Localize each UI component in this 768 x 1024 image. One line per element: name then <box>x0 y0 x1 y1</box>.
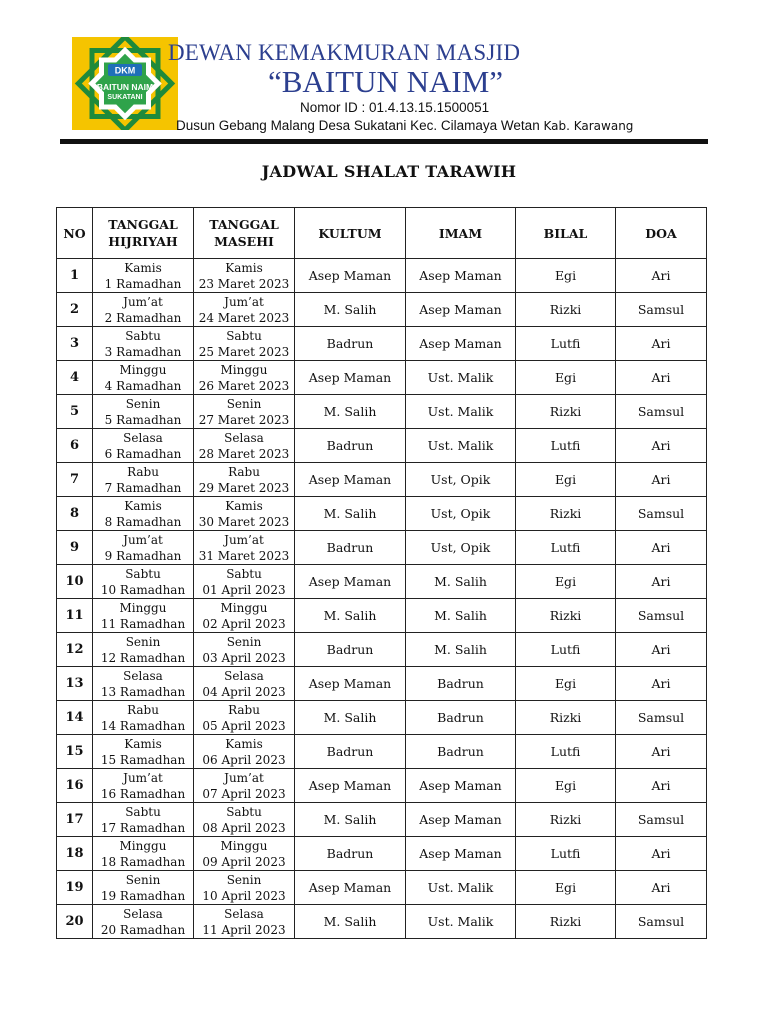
hijri-date: 7 Ramadhan <box>104 480 182 495</box>
cell-kultum: M. Salih <box>295 497 406 531</box>
cell-tanggal-hijriyah <box>93 905 194 939</box>
cell-kultum: Asep Maman <box>295 463 406 497</box>
cell-tanggal-hijriyah <box>93 803 194 837</box>
table-row <box>57 565 707 599</box>
header-bilal: BILAL <box>516 208 616 259</box>
cell-kultum: M. Salih <box>295 599 406 633</box>
cell-imam: Ust, Opik <box>406 497 516 531</box>
cell-tanggal-masehi <box>194 531 295 565</box>
masehi-date: 28 Maret 2023 <box>198 446 290 461</box>
cell-tanggal-masehi <box>194 633 295 667</box>
masjid-emblem-icon <box>72 37 178 130</box>
cell-tanggal-hijriyah <box>93 667 194 701</box>
header-divider <box>60 139 708 144</box>
masehi-day: Rabu <box>228 464 260 479</box>
table-row <box>57 871 707 905</box>
table-row <box>57 905 707 939</box>
table-row <box>57 531 707 565</box>
header-tanggal-hijriyah <box>93 208 194 259</box>
masehi-day: Minggu <box>220 600 268 615</box>
hijri-date: 8 Ramadhan <box>104 514 182 529</box>
cell-imam: Badrun <box>406 701 516 735</box>
hijri-day: Kamis <box>124 498 162 513</box>
cell-bilal: Rizki <box>516 803 616 837</box>
cell-tanggal-hijriyah <box>93 565 194 599</box>
hijri-date: 9 Ramadhan <box>104 548 182 563</box>
table-header-row <box>57 208 707 259</box>
table-row <box>57 395 707 429</box>
cell-bilal: Rizki <box>516 497 616 531</box>
hijri-date: 2 Ramadhan <box>104 310 182 325</box>
masehi-date: 26 Maret 2023 <box>198 378 290 393</box>
masehi-date: 09 April 2023 <box>202 854 286 869</box>
hijri-date: 3 Ramadhan <box>104 344 182 359</box>
cell-tanggal-hijriyah <box>93 361 194 395</box>
cell-tanggal-masehi <box>194 803 295 837</box>
hijri-day: Sabtu <box>125 804 161 819</box>
org-name: DEWAN KEMAKMURAN MASJID <box>168 40 521 65</box>
header-masehi-line2: MASEHI <box>214 234 274 249</box>
cell-tanggal-masehi <box>194 327 295 361</box>
tarawih-schedule-table <box>56 207 707 939</box>
hijri-day: Minggu <box>119 838 167 853</box>
cell-doa: Samsul <box>616 599 707 633</box>
logo-name-line2: SUKATANI <box>107 94 143 101</box>
hijri-day: Rabu <box>127 702 159 717</box>
cell-doa: Ari <box>616 259 707 293</box>
masehi-date: 25 Maret 2023 <box>198 344 290 359</box>
cell-imam: Asep Maman <box>406 327 516 361</box>
table-row <box>57 429 707 463</box>
table-row <box>57 327 707 361</box>
cell-bilal: Rizki <box>516 701 616 735</box>
cell-imam: Ust. Malik <box>406 871 516 905</box>
address <box>176 118 633 133</box>
table-row <box>57 361 707 395</box>
hijri-day: Kamis <box>124 736 162 751</box>
cell-kultum: Badrun <box>295 837 406 871</box>
hijri-day: Senin <box>125 634 161 649</box>
cell-no: 11 <box>57 599 93 633</box>
masehi-date: 30 Maret 2023 <box>198 514 290 529</box>
cell-tanggal-masehi <box>194 463 295 497</box>
cell-kultum: Asep Maman <box>295 871 406 905</box>
table-body <box>57 259 707 939</box>
cell-tanggal-masehi <box>194 599 295 633</box>
cell-no: 4 <box>57 361 93 395</box>
cell-tanggal-masehi <box>194 259 295 293</box>
logo-badge-text: DKM <box>114 65 136 76</box>
header-doa: DOA <box>616 208 707 259</box>
hijri-day: Senin <box>125 872 161 887</box>
cell-kultum: M. Salih <box>295 905 406 939</box>
cell-doa: Ari <box>616 463 707 497</box>
cell-doa: Ari <box>616 327 707 361</box>
cell-tanggal-hijriyah <box>93 599 194 633</box>
cell-no: 2 <box>57 293 93 327</box>
header-hijri-line1: TANGGAL <box>108 217 178 232</box>
hijri-date: 20 Ramadhan <box>100 922 186 937</box>
masehi-day: Sabtu <box>226 328 262 343</box>
masehi-day: Jum’at <box>224 532 264 547</box>
cell-kultum: Asep Maman <box>295 361 406 395</box>
hijri-day: Jum’at <box>123 294 163 309</box>
cell-tanggal-masehi <box>194 293 295 327</box>
cell-bilal: Lutfi <box>516 837 616 871</box>
address-main: Dusun Gebang Malang Desa Sukatani Kec. Cilamaya Wetan <box>176 118 540 133</box>
cell-bilal: Lutfi <box>516 531 616 565</box>
cell-bilal: Lutfi <box>516 735 616 769</box>
cell-no: 7 <box>57 463 93 497</box>
masehi-day: Selasa <box>224 668 264 683</box>
cell-tanggal-masehi <box>194 701 295 735</box>
cell-tanggal-hijriyah <box>93 735 194 769</box>
logo-name-line1: BAITUN NAIM <box>96 82 154 92</box>
cell-tanggal-hijriyah <box>93 769 194 803</box>
hijri-date: 10 Ramadhan <box>100 582 186 597</box>
cell-tanggal-hijriyah <box>93 531 194 565</box>
cell-doa: Ari <box>616 531 707 565</box>
masjid-name: “BAITUN NAIM” <box>268 64 504 99</box>
hijri-day: Jum’at <box>123 770 163 785</box>
cell-tanggal-masehi <box>194 497 295 531</box>
table-row <box>57 701 707 735</box>
cell-no: 16 <box>57 769 93 803</box>
table-row <box>57 769 707 803</box>
cell-bilal: Rizki <box>516 395 616 429</box>
cell-imam: Badrun <box>406 735 516 769</box>
masehi-day: Senin <box>226 396 262 411</box>
cell-tanggal-hijriyah <box>93 429 194 463</box>
cell-no: 20 <box>57 905 93 939</box>
masehi-day: Jum’at <box>224 770 264 785</box>
masjid-logo <box>72 37 178 130</box>
cell-imam: M. Salih <box>406 633 516 667</box>
cell-tanggal-hijriyah <box>93 293 194 327</box>
header-kultum: KULTUM <box>295 208 406 259</box>
hijri-date: 14 Ramadhan <box>100 718 186 733</box>
cell-no: 5 <box>57 395 93 429</box>
cell-bilal: Egi <box>516 361 616 395</box>
hijri-day: Selasa <box>123 668 163 683</box>
masehi-date: 27 Maret 2023 <box>198 412 290 427</box>
masehi-date: 06 April 2023 <box>202 752 286 767</box>
masehi-day: Rabu <box>228 702 260 717</box>
masehi-day: Jum’at <box>224 294 264 309</box>
hijri-date: 11 Ramadhan <box>100 616 186 631</box>
cell-no: 3 <box>57 327 93 361</box>
masehi-day: Sabtu <box>226 566 262 581</box>
cell-no: 12 <box>57 633 93 667</box>
cell-imam: M. Salih <box>406 599 516 633</box>
hijri-day: Selasa <box>123 906 163 921</box>
cell-bilal: Egi <box>516 259 616 293</box>
cell-tanggal-masehi <box>194 871 295 905</box>
hijri-day: Rabu <box>127 464 159 479</box>
cell-doa: Samsul <box>616 701 707 735</box>
hijri-day: Minggu <box>119 600 167 615</box>
cell-kultum: M. Salih <box>295 293 406 327</box>
cell-doa: Samsul <box>616 905 707 939</box>
document-title: JADWAL SHALAT TARAWIH <box>261 162 517 181</box>
hijri-date: 18 Ramadhan <box>100 854 186 869</box>
cell-imam: Badrun <box>406 667 516 701</box>
cell-doa: Ari <box>616 837 707 871</box>
cell-kultum: M. Salih <box>295 803 406 837</box>
table-row <box>57 735 707 769</box>
table-row <box>57 633 707 667</box>
cell-tanggal-hijriyah <box>93 259 194 293</box>
masehi-day: Kamis <box>225 736 263 751</box>
cell-doa: Ari <box>616 871 707 905</box>
cell-no: 15 <box>57 735 93 769</box>
hijri-date: 19 Ramadhan <box>100 888 186 903</box>
address-kab: Kab. Karawang <box>543 119 634 133</box>
cell-no: 8 <box>57 497 93 531</box>
cell-kultum: Badrun <box>295 531 406 565</box>
cell-bilal: Rizki <box>516 599 616 633</box>
header-masehi-line1: TANGGAL <box>209 217 279 232</box>
cell-doa: Samsul <box>616 497 707 531</box>
cell-no: 14 <box>57 701 93 735</box>
cell-tanggal-hijriyah <box>93 463 194 497</box>
masehi-date: 02 April 2023 <box>202 616 286 631</box>
masehi-date: 01 April 2023 <box>202 582 286 597</box>
cell-tanggal-masehi <box>194 361 295 395</box>
masehi-day: Selasa <box>224 906 264 921</box>
cell-tanggal-masehi <box>194 395 295 429</box>
hijri-date: 12 Ramadhan <box>100 650 186 665</box>
hijri-day: Senin <box>125 396 161 411</box>
cell-kultum: M. Salih <box>295 701 406 735</box>
cell-doa: Ari <box>616 667 707 701</box>
cell-no: 1 <box>57 259 93 293</box>
cell-tanggal-hijriyah <box>93 837 194 871</box>
cell-tanggal-masehi <box>194 429 295 463</box>
hijri-date: 4 Ramadhan <box>104 378 182 393</box>
hijri-date: 17 Ramadhan <box>100 820 186 835</box>
masehi-date: 07 April 2023 <box>202 786 286 801</box>
masehi-date: 05 April 2023 <box>202 718 286 733</box>
masehi-day: Senin <box>226 872 262 887</box>
header-no: NO <box>57 208 93 259</box>
table-row <box>57 599 707 633</box>
cell-imam: Ust. Malik <box>406 395 516 429</box>
cell-bilal: Rizki <box>516 293 616 327</box>
cell-tanggal-masehi <box>194 667 295 701</box>
cell-tanggal-masehi <box>194 565 295 599</box>
cell-doa: Ari <box>616 633 707 667</box>
hijri-day: Sabtu <box>125 328 161 343</box>
hijri-date: 13 Ramadhan <box>100 684 186 699</box>
cell-tanggal-hijriyah <box>93 633 194 667</box>
cell-imam: M. Salih <box>406 565 516 599</box>
masehi-date: 08 April 2023 <box>202 820 286 835</box>
cell-kultum: Asep Maman <box>295 259 406 293</box>
header-tanggal-masehi <box>194 208 295 259</box>
cell-doa: Samsul <box>616 395 707 429</box>
cell-imam: Asep Maman <box>406 293 516 327</box>
cell-doa: Ari <box>616 769 707 803</box>
nomor-id: Nomor ID : 01.4.13.15.1500051 <box>300 100 490 115</box>
table-row <box>57 293 707 327</box>
cell-kultum: Asep Maman <box>295 667 406 701</box>
cell-bilal: Egi <box>516 769 616 803</box>
table-row <box>57 803 707 837</box>
hijri-date: 16 Ramadhan <box>100 786 186 801</box>
cell-tanggal-masehi <box>194 905 295 939</box>
masehi-day: Minggu <box>220 838 268 853</box>
masehi-day: Kamis <box>225 260 263 275</box>
cell-kultum: Badrun <box>295 327 406 361</box>
cell-no: 18 <box>57 837 93 871</box>
cell-imam: Ust. Malik <box>406 361 516 395</box>
cell-imam: Asep Maman <box>406 803 516 837</box>
table-row <box>57 497 707 531</box>
table-row <box>57 463 707 497</box>
cell-tanggal-hijriyah <box>93 327 194 361</box>
cell-imam: Asep Maman <box>406 837 516 871</box>
masehi-date: 23 Maret 2023 <box>198 276 290 291</box>
cell-kultum: Badrun <box>295 429 406 463</box>
cell-bilal: Lutfi <box>516 633 616 667</box>
cell-no: 10 <box>57 565 93 599</box>
cell-tanggal-hijriyah <box>93 701 194 735</box>
cell-kultum: Badrun <box>295 633 406 667</box>
header-imam: IMAM <box>406 208 516 259</box>
cell-imam: Asep Maman <box>406 769 516 803</box>
cell-no: 13 <box>57 667 93 701</box>
cell-tanggal-hijriyah <box>93 395 194 429</box>
hijri-date: 6 Ramadhan <box>104 446 182 461</box>
cell-bilal: Egi <box>516 871 616 905</box>
hijri-date: 5 Ramadhan <box>104 412 182 427</box>
cell-doa: Samsul <box>616 803 707 837</box>
cell-no: 17 <box>57 803 93 837</box>
cell-tanggal-hijriyah <box>93 497 194 531</box>
masehi-date: 24 Maret 2023 <box>198 310 290 325</box>
cell-tanggal-hijriyah <box>93 871 194 905</box>
cell-imam: Ust, Opik <box>406 531 516 565</box>
cell-kultum: M. Salih <box>295 395 406 429</box>
cell-no: 9 <box>57 531 93 565</box>
cell-doa: Samsul <box>616 293 707 327</box>
cell-kultum: Asep Maman <box>295 769 406 803</box>
cell-no: 19 <box>57 871 93 905</box>
hijri-day: Kamis <box>124 260 162 275</box>
cell-doa: Ari <box>616 565 707 599</box>
table-row <box>57 259 707 293</box>
cell-tanggal-masehi <box>194 837 295 871</box>
masehi-day: Selasa <box>224 430 264 445</box>
cell-imam: Ust, Opik <box>406 463 516 497</box>
cell-bilal: Lutfi <box>516 327 616 361</box>
cell-tanggal-masehi <box>194 735 295 769</box>
cell-bilal: Egi <box>516 463 616 497</box>
masehi-date: 10 April 2023 <box>202 888 286 903</box>
cell-bilal: Rizki <box>516 905 616 939</box>
cell-no: 6 <box>57 429 93 463</box>
cell-doa: Ari <box>616 361 707 395</box>
cell-kultum: Asep Maman <box>295 565 406 599</box>
hijri-day: Jum’at <box>123 532 163 547</box>
cell-imam: Ust. Malik <box>406 429 516 463</box>
hijri-day: Minggu <box>119 362 167 377</box>
masehi-date: 31 Maret 2023 <box>198 548 290 563</box>
hijri-date: 1 Ramadhan <box>104 276 182 291</box>
masehi-day: Sabtu <box>226 804 262 819</box>
cell-doa: Ari <box>616 429 707 463</box>
masehi-day: Minggu <box>220 362 268 377</box>
hijri-date: 15 Ramadhan <box>100 752 186 767</box>
header-hijri-line2: HIJRIYAH <box>108 234 178 249</box>
masehi-date: 03 April 2023 <box>202 650 286 665</box>
masehi-date: 29 Maret 2023 <box>198 480 290 495</box>
masehi-day: Senin <box>226 634 262 649</box>
table-row <box>57 837 707 871</box>
masehi-date: 11 April 2023 <box>202 922 286 937</box>
cell-bilal: Lutfi <box>516 429 616 463</box>
hijri-day: Selasa <box>123 430 163 445</box>
hijri-day: Sabtu <box>125 566 161 581</box>
cell-imam: Ust. Malik <box>406 905 516 939</box>
cell-bilal: Egi <box>516 565 616 599</box>
cell-bilal: Egi <box>516 667 616 701</box>
cell-tanggal-masehi <box>194 769 295 803</box>
cell-imam: Asep Maman <box>406 259 516 293</box>
masehi-date: 04 April 2023 <box>202 684 286 699</box>
masehi-day: Kamis <box>225 498 263 513</box>
cell-doa: Ari <box>616 735 707 769</box>
table-row <box>57 667 707 701</box>
cell-kultum: Badrun <box>295 735 406 769</box>
